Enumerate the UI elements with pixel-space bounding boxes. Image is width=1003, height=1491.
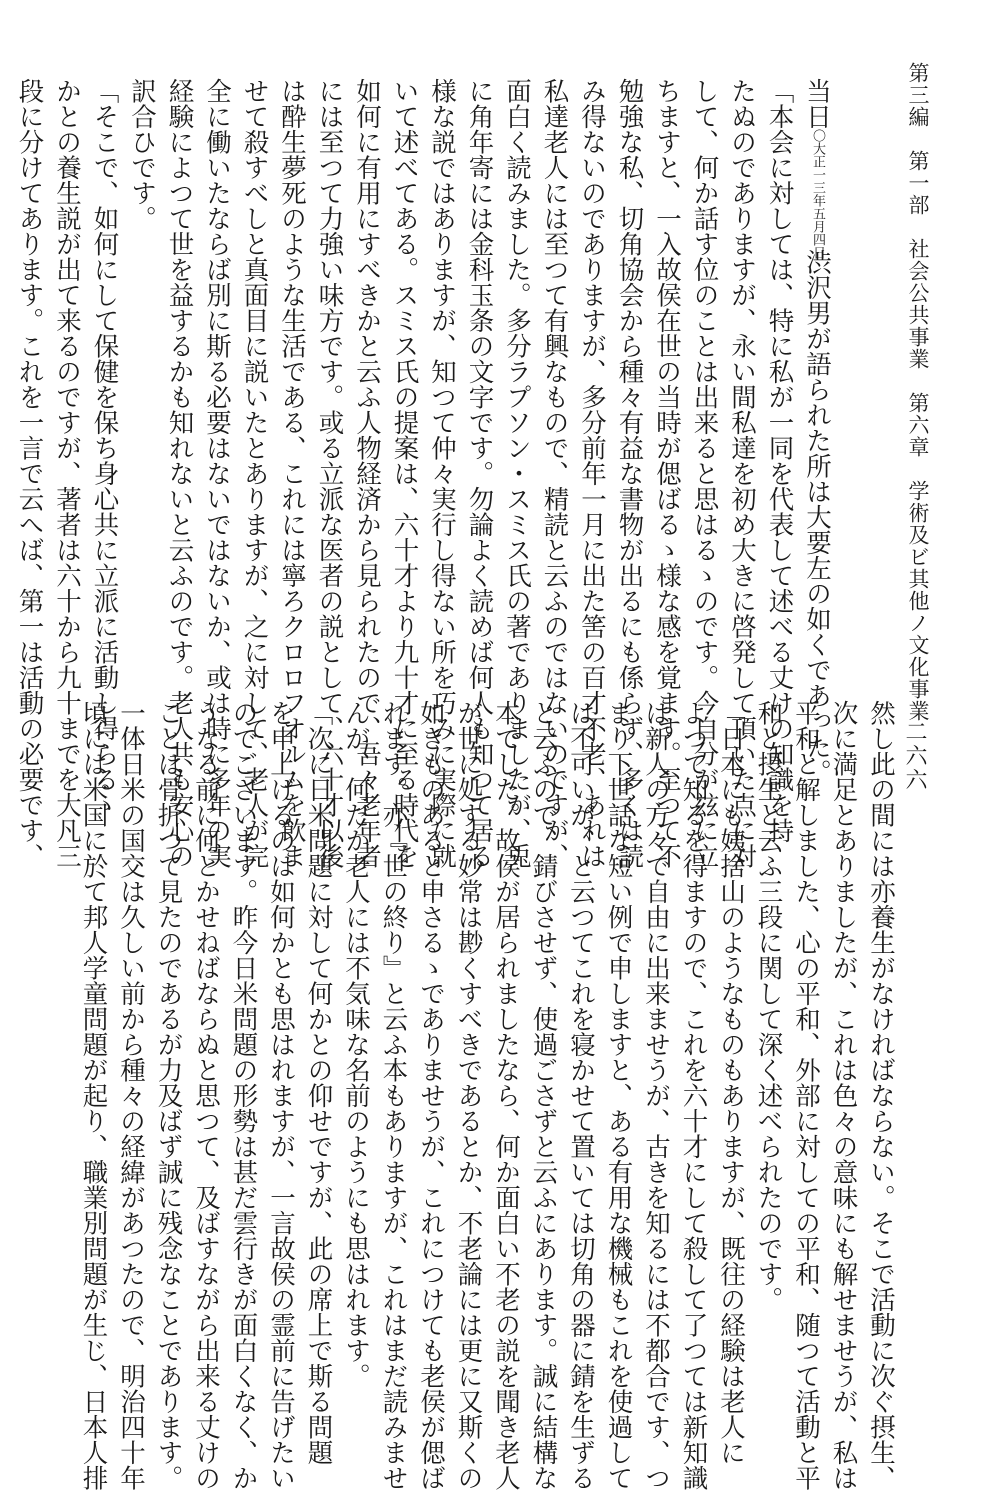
- lower-text-line: 然し此の間には亦養生がなければならない。そこで活動に次ぐ摂生、: [866, 700, 896, 1491]
- lower-text-line: まり下世話な短い例で申しますと、ある有用な機械もこれを使過して: [603, 700, 634, 1491]
- upper-text-line: に角年寄には金科玉条の文字です。勿論よく読めば何人も知つて居る: [464, 78, 495, 869]
- lower-text-line: うなる前に何とかせねばならぬと思つて、及ばすながら出来る丈けの: [191, 700, 221, 1491]
- intro-prefix: 当日: [802, 78, 832, 129]
- upper-text-line: いて述べてある。スミス氏の提案は、六十才より九十才に至る時代を: [389, 78, 420, 869]
- running-header: 第三編 第一部 社会公共事業 第六章 学術及ビ其他ノ文化事業: [906, 62, 930, 722]
- upper-text-line: 如何に有用にすべきかと云ふ人物経済から見られたので、吾々老年者: [352, 78, 382, 869]
- lower-text-line: のでございます。昨今日米問題の形勢は甚だ雲行きが面白くなく、か: [228, 700, 259, 1491]
- lower-text-line: 和と摂生と云ふ三段に関して深く述べられたのです。: [753, 700, 784, 1312]
- upper-text-line: 「本会に対しては、特に私が一同を代表して述べる丈けの知識を持: [764, 78, 795, 843]
- lower-text-line: と云ふので、錆びさせず、使過ごさずと云ふにあります。誠に結構な: [528, 700, 559, 1491]
- lower-text-line: 頃には米国に於て邦人学童問題が起り、職業別問題が生じ、日本人排: [78, 700, 109, 1491]
- date-note: 〇大正一三年五月四日: [810, 129, 825, 259]
- upper-text-line: 面白く読みました。多分ラプソン・スミス氏の著でありましたが、兎: [502, 78, 532, 869]
- lower-text-line: は不可いが、と云つてこれを寝かせて置いては切角の器に錆を生ずる: [566, 700, 596, 1491]
- lower-text-line: 如きものあると申さるゝでありませうが、これにつけても老侯が偲ば: [416, 700, 446, 1491]
- lower-text-line: は新人の方々で自由に出来ませうが、古きを知るには不都合です、つ: [641, 700, 671, 1491]
- upper-text-line: 勉強な私、切角協会から種々有益な書物が出るにも係らず、多くは読: [614, 78, 645, 869]
- upper-text-line: せて殺すべしと真面目に説いたとありますが、之に対して、老人が完: [239, 78, 270, 869]
- intro-rest: 渋沢男が語られた所は大要左の如くであった。: [802, 249, 832, 785]
- upper-text-line: かとの養生説が出て来るのですが、著者は六十から九十までを大凡三: [52, 78, 82, 869]
- lower-text-line: 「次に日米問題に対して何かとの仰せですが、此の席上で斯る問題: [303, 700, 334, 1465]
- upper-text-line: 私達老人には至つて有興なもので、精読と云ふのではないのですが、: [539, 78, 570, 869]
- upper-line-intro: [798, 78, 836, 785]
- lower-text-line: 本でした。故侯が居られましたなら、何か面白い不老の説を聞き老人: [491, 700, 521, 1491]
- lower-text-line: が世に処する妙常は尠くすべきであるとか、不老論には更に又斯くの: [453, 700, 484, 1491]
- upper-text-line: ちますと、一入故侯在世の当時が偲ばるゝ様な感を覚ます。至つて不: [652, 78, 682, 869]
- lower-text-line: よつて知るを得ますので、これを六十才にして殺して了つては新知識: [678, 700, 709, 1491]
- upper-text-line: 全に働いたならば別に斯る必要はないではないか、或は時に多年の実: [202, 78, 232, 869]
- upper-text-line: には至つて力強い味方です。或る立派な医者の説として、六十才以後: [314, 78, 345, 869]
- upper-text-line: して、何か話す位のことは出来ると思はるゝのです。今自分が玆に立: [689, 78, 720, 869]
- lower-text-line: ことは骨折つて見たのであるが力及ばず誠に残念なことであります。: [153, 700, 184, 1491]
- upper-text-line: 経験によつて世を益するかも知れないと云ふのです。老人共も安心の: [164, 78, 195, 869]
- lower-text-line: 次に満足とありましたが、これは色々の意味にも解せませうが、私は: [828, 700, 859, 1491]
- lower-text-line: んが、何だか老人には不気味な名前のようにも思はれます。: [341, 700, 371, 1389]
- lower-text-line: 一体日米の国交は久しい前から種々の経緯があつたので、明治四十年: [116, 700, 146, 1491]
- upper-text-line: み得ないのでありますが、多分前年一月に出た筈の百才不老、あれは: [577, 78, 607, 869]
- lower-text-line: 「日本にも姨捨山のようなものもありますが、既往の経験は老人に: [716, 700, 746, 1465]
- lower-text-line: を申上げるのは如何かとも思はれますが、一言故侯の霊前に告げたい: [266, 700, 296, 1491]
- upper-text-line: 「そこで、如何にして保健を保ち身心共に立派に活動し得らるゝ: [89, 78, 120, 818]
- upper-text-line: 段に分けてあります。これを一言で云へば、第一は活動の必要です、: [14, 78, 45, 869]
- lower-text-line: 平和と解しました、心の平和、外部に対しての平和、随つて活動と平: [791, 700, 821, 1491]
- upper-text-line: は酔生夢死のような生活である、これには寧ろクロロフオルムを飲ま: [277, 78, 307, 869]
- page-number: 二六六: [902, 720, 927, 792]
- upper-text-line: 訳合ひです。: [127, 78, 157, 231]
- upper-text-line: たぬのでありますが、永い間私達を初め大きに啓発して頂いた点に対: [727, 78, 757, 869]
- upper-text-line: 様な説ではありますが、知つて仲々実行し得ない所を巧みに実際に就: [427, 78, 457, 869]
- lower-text-line: れます。亦『世の終り』と云ふ本もありますが、これはまだ読みませ: [378, 700, 409, 1491]
